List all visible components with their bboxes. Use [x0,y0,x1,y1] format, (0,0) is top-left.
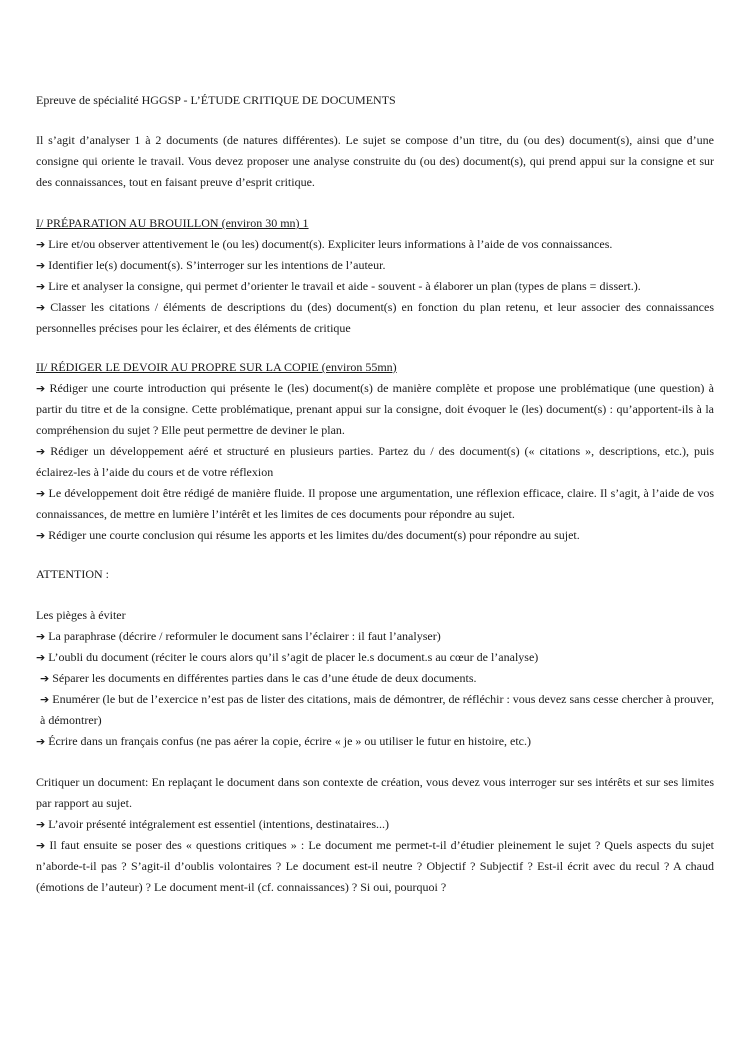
list-item: ➔ Écrire dans un français confus (ne pas aérer la copie, écrire « je » ou utiliser le futur en histoire, etc.) [36,734,532,748]
section-1-heading: I/ PRÉPARATION AU BROUILLON (environ 30 mn) 1 [36,216,309,230]
arrow-icon: ➔ [36,382,46,395]
section-pieges [36,605,714,752]
arrow-icon: ➔ [36,445,46,458]
critique-intro: Critiquer un document: En replaçant le document dans son contexte de création, vous devez vous interroger sur ses intérêts et sur ses limites par rapport au sujet. [36,775,714,810]
arrow-icon: ➔ [36,301,46,314]
list-item: ➔ L’avoir présenté intégralement est essentiel (intentions, destinataires...) [36,817,389,831]
attention-label: ATTENTION : [36,567,109,581]
list-item: ➔ Rédiger une courte introduction qui présente le (les) document(s) de manière complète et propose une problématique (une question) à partir du titre et de la consigne. Cette problématique, prenant appui sur la consigne, doit évoquer le (les) document(s) : qu’apportent-ils à la compréhension du sujet ? Elle peut permettre de deviner le plan. [36,381,714,437]
list-item: ➔ Lire et analyser la consigne, qui permet d’orienter le travail et aide - souvent - à élaborer un plan (types de plans = dissert.). [36,279,641,293]
section-critique [36,772,714,898]
arrow-icon: ➔ [36,630,46,643]
list-item: ➔ Rédiger une courte conclusion qui résume les apports et les limites du/des document(s) pour répondre au sujet. [36,528,580,542]
arrow-icon: ➔ [36,839,46,852]
arrow-icon: ➔ [40,672,50,685]
arrow-icon: ➔ [36,259,46,272]
list-item: ➔ Le développement doit être rédigé de manière fluide. Il propose une argumentation, une réflexion efficace, claire. Il s’agit, à l’aide de vos connaissances, de mettre en lumière l’intérêt et les limites de ces documents pour répondre au sujet. [36,486,714,521]
list-item: ➔ Rédiger un développement aéré et structuré en plusieurs parties. Partez du / des document(s) (« citations », descriptions, etc.), puis éclairez-les à l’aide du cours et de votre réflexion [36,444,714,479]
section-preparation [36,213,714,339]
arrow-icon: ➔ [36,238,46,251]
arrow-icon: ➔ [36,280,46,293]
list-item: ➔ L’oubli du document (réciter le cours alors qu’il s’agit de placer le.s document.s au cœur de l’analyse) [36,650,539,664]
list-item: ➔ Il faut ensuite se poser des « questions critiques » : Le document me permet-t-il d’étudier pleinement le sujet ? Quels aspects du sujet n’aborde-t-il pas ? S’agit-il d’oublis volontaires ? Le document est-il neutre ? Objectif ? Subjectif ? Est-il écrit avec du recul ? A chaud (émotions de l’auteur) ? Le document ment-il (cf. connaissances) ? Si oui, pourquoi ? [36,838,715,894]
arrow-icon: ➔ [40,693,50,706]
arrow-icon: ➔ [36,529,46,542]
list-item: ➔ Séparer les documents en différentes parties dans le cas d’une étude de deux documents. [40,671,477,685]
section-redaction [36,357,714,546]
list-item: ➔ Identifier le(s) document(s). S’interroger sur les intentions de l’auteur. [36,258,386,272]
pieges-heading: Les pièges à éviter [36,608,126,622]
arrow-icon: ➔ [36,651,46,664]
document-title: Epreuve de spécialité HGGSP - L’ÉTUDE CRITIQUE DE DOCUMENTS [36,93,396,107]
list-item: ➔ La paraphrase (décrire / reformuler le document sans l’éclairer : il faut l’analyser) [36,629,441,643]
arrow-icon: ➔ [36,818,46,831]
list-item: ➔ Enumérer (le but de l’exercice n’est pas de lister des citations, mais de démontrer, de réfléchir : vous devez sans cesse chercher à prouver, à démontrer) [40,692,714,727]
arrow-icon: ➔ [36,487,46,500]
section-2-heading: II/ RÉDIGER LE DEVOIR AU PROPRE SUR LA COPIE (environ 55mn) [36,360,397,374]
list-item: ➔ Classer les citations / éléments de descriptions du (des) document(s) en fonction du plan retenu, et leur associer des connaissances personnelles précises pour les éclairer, et des éléments de critique [36,300,715,335]
arrow-icon: ➔ [36,735,46,748]
intro-paragraph: Il s’agit d’analyser 1 à 2 documents (de natures différentes). Le sujet se compose d’un titre, du (ou des) document(s), ainsi que d’une consigne qui oriente le travail. Vous devez proposer une analyse construite du (ou des) document(s), qui prend appui sur la consigne et sur des connaissances, tout en faisant preuve d’esprit critique. [36,133,714,189]
list-item: ➔ Lire et/ou observer attentivement le (ou les) document(s). Expliciter leurs informations à l’aide de vos connaissances. [36,237,613,251]
